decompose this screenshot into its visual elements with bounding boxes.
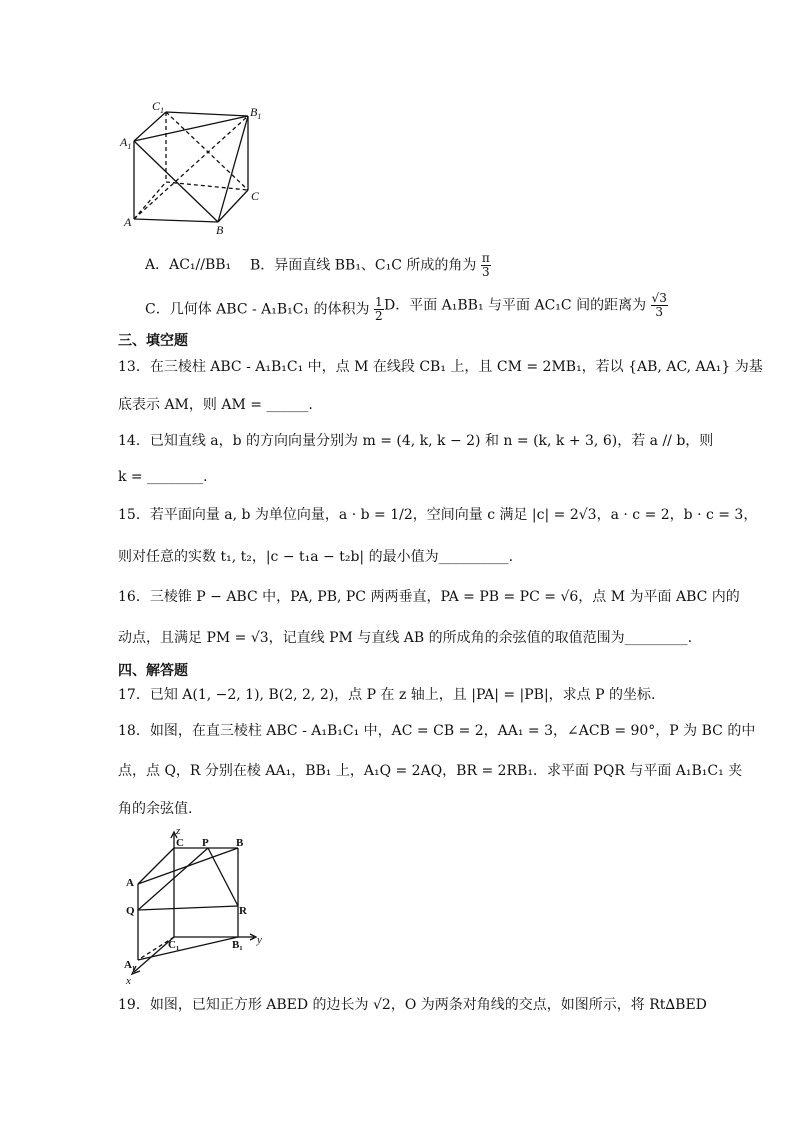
- label-Q: Q: [126, 905, 135, 917]
- label-B1: $B_1$: [250, 105, 262, 121]
- q17-line1: 17．已知 A(1, −2, 1), B(2, 2, 2)，点 P 在 z 轴上，且 |PA| = |PB|，求点 P 的坐标.: [118, 687, 656, 703]
- q13-line1: 13．在三棱柱 ABC - A₁B₁C₁ 中，点 M 在线段 CB₁ 上，且 CM = 2MB₁，若以 {AB, AC, AA₁} 为基: [118, 359, 763, 375]
- label-A: A: [124, 215, 132, 229]
- q18-line2: 点，点 Q，R 分别在棱 AA₁，BB₁ 上，A₁Q = 2AQ，BR = 2RB₁．求平面 PQR 与平面 A₁B₁C₁ 夹: [118, 763, 743, 779]
- label-B1: B₁: [232, 939, 243, 951]
- axis-label-z: z: [176, 825, 181, 837]
- figure-prism-1: [118, 96, 278, 236]
- q13-line2: 底表示 AM，则 AM = ______.: [118, 397, 313, 413]
- q18-line3: 角的余弦值.: [118, 801, 193, 817]
- q14-line2: k = ________.: [118, 469, 208, 485]
- q19-line1: 19．如图，已知正方形 ABED 的边长为 √2，O 为两条对角线的交点，如图所示，将 Rt∆BED: [118, 997, 707, 1013]
- label-R: R: [239, 905, 247, 917]
- label-C1: $C_1$: [152, 99, 165, 115]
- fraction-pi-3: $\frac{\pi}{3}$: [481, 251, 490, 279]
- label-A1: $A_1$: [120, 135, 132, 151]
- axis-label-x: x: [126, 975, 131, 987]
- label-B: B: [216, 223, 224, 236]
- option-b: B．异面直线 BB₁、C₁C 所成的角为 $\frac{\pi}{3}$: [250, 251, 490, 279]
- option-a: A．AC₁//BB₁: [145, 257, 232, 273]
- q14-line1: 14．已知直线 a，b 的方向向量分别为 m = (4, k, k − 2) 和 n = (k, k + 3, 6)，若 a // b，则: [118, 433, 714, 449]
- q16-line2: 动点，且满足 PM = √3，记直线 PM 与直线 AB 的所成角的余弦值的取值范围为_________.: [118, 630, 693, 646]
- section-title-solutions: 四、解答题: [118, 663, 188, 679]
- q18-line1: 18．如图，在直三棱柱 ABC - A₁B₁C₁ 中，AC = CB = 2，AA₁ = 3，∠ACB = 90°，P 为 BC 的中: [118, 723, 756, 739]
- fraction-1-2: $\frac{1}{2}$: [375, 295, 383, 323]
- q16-line1: 16．三棱锥 P − ABC 中，PA, PB, PC 两两垂直，PA = PB = PC = √6，点 M 为平面 ABC 内的: [118, 589, 740, 605]
- fraction-sqrt3-3: $\frac{√3}{3}$: [651, 291, 667, 319]
- section-title-fill-in: 三、填空题: [118, 333, 188, 349]
- option-c: C．几何体 ABC - A₁B₁C₁ 的体积为 $\frac{1}{2}$: [145, 295, 383, 323]
- label-A1: A₁: [124, 959, 136, 971]
- figure-prism-2: [118, 822, 278, 990]
- axis-label-y: y: [257, 934, 262, 946]
- q15-line1: 15．若平面向量 a, b 为单位向量，a · b = 1/2，空间向量 c 满足 |c| = 2√3，a · c = 2，b · c = 3，: [118, 507, 758, 523]
- option-d: D．平面 A₁BB₁ 与平面 AC₁C 间的距离为 $\frac{√3}{3}$: [384, 291, 667, 319]
- q15-line2: 则对任意的实数 t₁, t₂，|c − t₁a − t₂b| 的最小值为__________.: [118, 549, 514, 565]
- label-A: A: [126, 877, 134, 889]
- label-B: B: [236, 837, 244, 849]
- label-C: C: [176, 837, 184, 849]
- label-C1: C₁: [168, 939, 180, 951]
- label-C: C: [251, 189, 260, 203]
- label-P: P: [202, 837, 209, 849]
